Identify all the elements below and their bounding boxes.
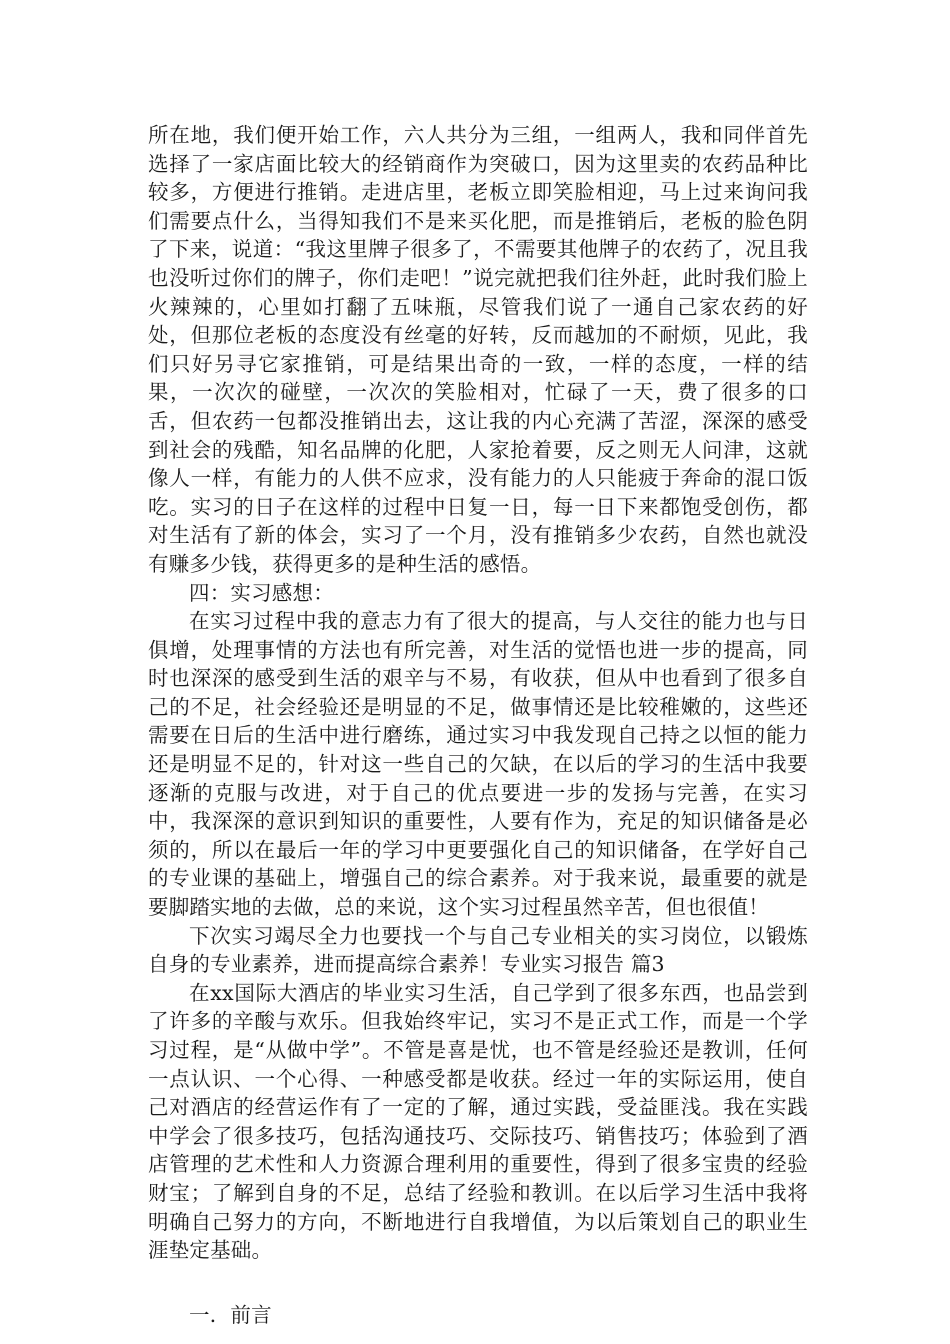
section-heading-preface: 一．前言 — [189, 1302, 272, 1327]
section-heading-internship-reflections: 四：实习感想： — [189, 580, 334, 605]
paragraph-sales-experience: 所在地，我们便开始工作，六人共分为三组，一组两人，我和同伴首先选择了一家店面比较大的经销商作为突破口，因为这里卖的农药品种比较多，方便进行推销。走进店里，老板立即笑脸相迎，马上过来询问我们需要点什么，当得知我们不是来买化肥，而是推销后，老板的脸色阴了下来，说道：“我这里牌子很多了，不需要其他牌子的农药了，况且我也没听过你们的牌子，你们走吧！”说完就把我们往外赶，此时我们脸上火辣辣的，心里如打翻了五味瓶，尽管我们说了一通自己家农药的好处，但那位老板的态度没有丝毫的好转，反而越加的不耐烦，见此，我们只好另寻它家推销，可是结果出奇的一致，一样的态度，一样的结果，一次次的碰壁，一次次的笑脸相对，忙碌了一天，费了很多的口舌，但农药一包都没推销出去，这让我的内心充满了苦涩，深深的感受到社会的残酷，知名品牌的化肥，人家抢着要，反之则无人问津，这就像人一样，有能力的人供不应求，没有能力的人只能疲于奔命的混口饭吃。实习的日子在这样的过程中日复一日，每一日下来都饱受创伤，都对生活有了新的体会，实习了一个月，没有推销多少农药，自然也就没有赚多少钱，获得更多的是种生活的感悟。 — [148, 123, 808, 576]
document-body — [148, 121, 808, 1329]
paragraph-next-internship: 下次实习竭尽全力也要找一个与自己专业相关的实习岗位，以锻炼自身的专业素养，进而提高综合素养！专业实习报告 篇3 — [148, 923, 808, 977]
paragraph-internship-reflections: 在实习过程中我的意志力有了很大的提高，与人交往的能力也与日俱增，处理事情的方法也有所完善，对生活的觉悟也进一步的提高，同时也深深的感受到生活的艰辛与不易，有收获，但从中也看到了很多自己的不足，社会经验还是明显的不足，做事情还是比较稚嫩的，这些还需要在日后的生活中进行磨练，通过实习中我发现自己持之以恒的能力还是明显不足的，针对这一些自己的欠缺，在以后的学习的生活中我要逐渐的克服与改进，对于自己的优点要进一步的发扬与完善，在实习中，我深深的意识到知识的重要性，人要有作为，充足的知识储备是必须的，所以在最后一年的学习中更要强化自己的知识储备，在学好自己的专业课的基础上，增强自己的综合素养。对于我来说，最重要的就是要脚踏实地的去做，总的来说，这个实习过程虽然辛苦，但也很值！ — [148, 609, 808, 920]
paragraph-hotel-internship: 在xx国际大酒店的毕业实习生活，自己学到了很多东西，也品尝到了许多的辛酸与欢乐。但我始终牢记，实习不是正式工作，而是一个学习过程，是“从做中学”。不管是喜是忧，也不管是经验还是教训，任何一点认识、一个心得、一种感受都是收获。经过一年的实际运用，使自己对酒店的经营运作有了一定的了解，通过实践，受益匪浅。我在实践中学会了很多技巧，包括沟通技巧、交际技巧、销售技巧；体验到了酒店管理的艺术性和人力资源合理利用的重要性，得到了很多宝贵的经验财宝；了解到自身的不足，总结了经验和教训。在以后学习生活中我将明确自己努力的方向，不断地进行自我增值，为以后策划自己的职业生涯垫定基础。 — [148, 980, 808, 1263]
